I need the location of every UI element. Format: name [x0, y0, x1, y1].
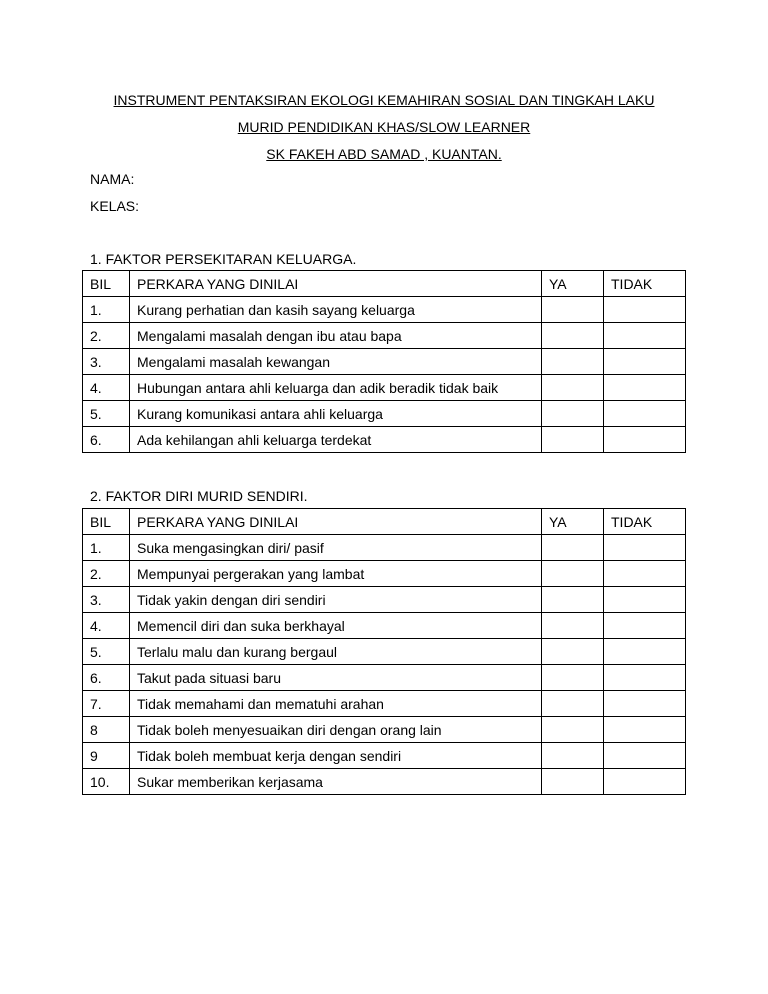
ya-checkbox-cell[interactable]: [542, 535, 604, 561]
bil-cell: 2.: [83, 323, 130, 349]
item-cell: Mengalami masalah dengan ibu atau bapa: [130, 323, 542, 349]
ya-checkbox-cell[interactable]: [542, 375, 604, 401]
bil-cell: 8: [83, 717, 130, 743]
tidak-checkbox-cell[interactable]: [604, 561, 686, 587]
ya-checkbox-cell[interactable]: [542, 769, 604, 795]
bil-cell: 6.: [83, 427, 130, 453]
item-cell: Suka mengasingkan diri/ pasif: [130, 535, 542, 561]
bil-cell: 2.: [83, 561, 130, 587]
table-row: [83, 587, 686, 613]
item-cell: Sukar memberikan kerjasama: [130, 769, 542, 795]
ya-checkbox-cell[interactable]: [542, 587, 604, 613]
ya-checkbox-cell[interactable]: [542, 401, 604, 427]
document-subtitle: MURID PENDIDIKAN KHAS/SLOW LEARNER: [237, 119, 531, 135]
bil-cell: 3.: [83, 587, 130, 613]
table-row: [83, 613, 686, 639]
table-row: [83, 297, 686, 323]
bil-cell: 5.: [83, 401, 130, 427]
item-cell: Terlalu malu dan kurang bergaul: [130, 639, 542, 665]
item-cell: Ada kehilangan ahli keluarga terdekat: [130, 427, 542, 453]
column-header-ya: YA: [542, 509, 604, 535]
bil-cell: 6.: [83, 665, 130, 691]
column-header-bil: BIL: [83, 271, 130, 297]
tidak-checkbox-cell[interactable]: [604, 665, 686, 691]
ya-checkbox-cell[interactable]: [542, 427, 604, 453]
item-cell: Kurang komunikasi antara ahli keluarga: [130, 401, 542, 427]
nama-label: NAMA:: [90, 171, 135, 187]
item-cell: Kurang perhatian dan kasih sayang keluarga: [130, 297, 542, 323]
tidak-checkbox-cell[interactable]: [604, 587, 686, 613]
item-cell: Mengalami masalah kewangan: [130, 349, 542, 375]
family-factor-table: [82, 270, 686, 453]
ya-checkbox-cell[interactable]: [542, 639, 604, 665]
table-header-row: [83, 271, 686, 297]
table-row: [83, 743, 686, 769]
table-row: [83, 349, 686, 375]
table-row: [83, 561, 686, 587]
ya-checkbox-cell[interactable]: [542, 561, 604, 587]
column-header-tidak: TIDAK: [604, 509, 686, 535]
column-header-bil: BIL: [83, 509, 130, 535]
table-header-row: [83, 509, 686, 535]
tidak-checkbox-cell[interactable]: [604, 535, 686, 561]
tidak-checkbox-cell[interactable]: [604, 297, 686, 323]
school-name: SK FAKEH ABD SAMAD , KUANTAN.: [266, 146, 502, 162]
ya-checkbox-cell[interactable]: [542, 665, 604, 691]
bil-cell: 1.: [83, 297, 130, 323]
item-cell: Tidak memahami dan mematuhi arahan: [130, 691, 542, 717]
table-row: [83, 401, 686, 427]
column-header-ya: YA: [542, 271, 604, 297]
bil-cell: 10.: [83, 769, 130, 795]
table-row: [83, 769, 686, 795]
table-row: [83, 717, 686, 743]
tidak-checkbox-cell[interactable]: [604, 639, 686, 665]
ya-checkbox-cell[interactable]: [542, 743, 604, 769]
document-title: INSTRUMENT PENTAKSIRAN EKOLOGI KEMAHIRAN SOSIAL DAN TINGKAH LAKU: [113, 92, 655, 108]
table-row: [83, 375, 686, 401]
bil-cell: 7.: [83, 691, 130, 717]
tidak-checkbox-cell[interactable]: [604, 427, 686, 453]
item-cell: Hubungan antara ahli keluarga dan adik beradik tidak baik: [130, 375, 542, 401]
column-header-tidak: TIDAK: [604, 271, 686, 297]
item-cell: Takut pada situasi baru: [130, 665, 542, 691]
kelas-label: KELAS:: [90, 198, 140, 214]
student-factor-table: [82, 508, 686, 795]
item-cell: Tidak yakin dengan diri sendiri: [130, 587, 542, 613]
item-cell: Tidak boleh menyesuaikan diri dengan orang lain: [130, 717, 542, 743]
item-cell: Mempunyai pergerakan yang lambat: [130, 561, 542, 587]
bil-cell: 3.: [83, 349, 130, 375]
column-header-perkara: PERKARA YANG DINILAI: [130, 271, 542, 297]
table-row: [83, 691, 686, 717]
column-header-perkara: PERKARA YANG DINILAI: [130, 509, 542, 535]
section1-title: 1. FAKTOR PERSEKITARAN KELUARGA.: [90, 251, 357, 267]
tidak-checkbox-cell[interactable]: [604, 691, 686, 717]
tidak-checkbox-cell[interactable]: [604, 717, 686, 743]
tidak-checkbox-cell[interactable]: [604, 613, 686, 639]
tidak-checkbox-cell[interactable]: [604, 375, 686, 401]
bil-cell: 4.: [83, 375, 130, 401]
section2-title: 2. FAKTOR DIRI MURID SENDIRI.: [90, 488, 308, 504]
ya-checkbox-cell[interactable]: [542, 717, 604, 743]
bil-cell: 9: [83, 743, 130, 769]
ya-checkbox-cell[interactable]: [542, 691, 604, 717]
tidak-checkbox-cell[interactable]: [604, 401, 686, 427]
ya-checkbox-cell[interactable]: [542, 297, 604, 323]
bil-cell: 5.: [83, 639, 130, 665]
tidak-checkbox-cell[interactable]: [604, 323, 686, 349]
ya-checkbox-cell[interactable]: [542, 613, 604, 639]
tidak-checkbox-cell[interactable]: [604, 349, 686, 375]
ya-checkbox-cell[interactable]: [542, 349, 604, 375]
table-row: [83, 665, 686, 691]
item-cell: Memencil diri dan suka berkhayal: [130, 613, 542, 639]
tidak-checkbox-cell[interactable]: [604, 743, 686, 769]
table-row: [83, 639, 686, 665]
table-row: [83, 427, 686, 453]
table-row: [83, 323, 686, 349]
tidak-checkbox-cell[interactable]: [604, 769, 686, 795]
item-cell: Tidak boleh membuat kerja dengan sendiri: [130, 743, 542, 769]
ya-checkbox-cell[interactable]: [542, 323, 604, 349]
bil-cell: 4.: [83, 613, 130, 639]
table-row: [83, 535, 686, 561]
bil-cell: 1.: [83, 535, 130, 561]
